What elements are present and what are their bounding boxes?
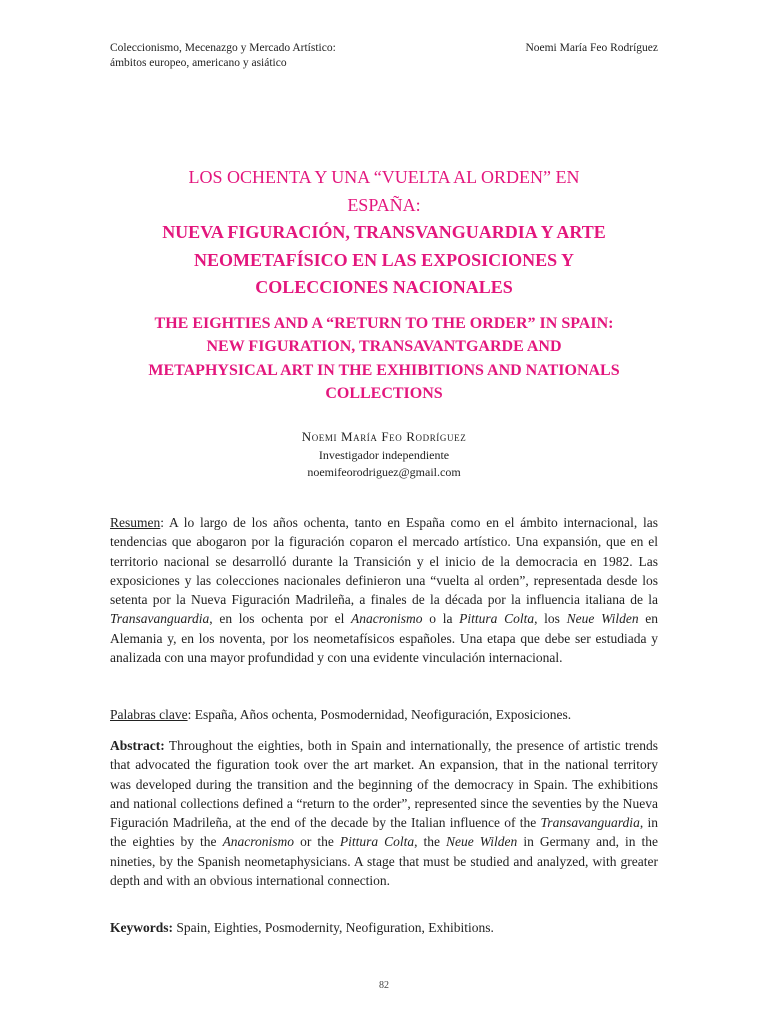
palabras-clave-label: Palabras clave <box>110 707 188 722</box>
author-affiliation: Investigador independiente <box>318 448 450 462</box>
title-english-line3: METAPHYSICAL ART IN THE EXHIBITIONS AND NATIONALS <box>148 361 620 379</box>
title-english-line4: COLLECTIONS <box>325 385 443 402</box>
abstract-italic-1: Transavanguardia <box>540 815 640 831</box>
title-english-line1: THE EIGHTIES AND A “RETURN TO THE ORDER” IN SPAIN: <box>154 314 614 332</box>
author-name: Noemi María Feo Rodríguez <box>301 429 467 444</box>
resumen-text-2: , en los ochenta por el <box>209 611 352 627</box>
abstract-text-3: or the <box>294 834 340 850</box>
keywords-paragraph <box>110 918 658 937</box>
title-block <box>108 164 660 406</box>
resumen-text-1: : A lo largo de los años ochenta, tanto en España como en el ámbito internacional, las tendencias que abogaron por la figuración coparon el mercado artístico. Una expansión, que en el territorio nacional se desarrolló durante la Transición y el inicio de la democracia en 1982. Las exposiciones y las colecciones nacionales definieron una “vuelta al orden”, representada desde los setenta por la Nueva Figuración Madrileña, a finales de la década por la influencia italiana de la <box>110 515 658 608</box>
resumen-text-3: o la <box>422 611 460 627</box>
resumen-text-4: , los <box>534 611 567 627</box>
abstract-italic-2: Anacronismo <box>222 834 295 850</box>
subtitle-spanish-line1: NUEVA FIGURACIÓN, TRANSVANGUARDIA Y ARTE <box>162 222 606 242</box>
abstract-paragraph <box>110 736 658 890</box>
resumen-italic-1: Transavanguardia <box>110 611 210 627</box>
keywords-label: Keywords: <box>110 920 173 935</box>
resumen-paragraph <box>110 513 658 667</box>
abstract-italic-4: Neue Wilden <box>446 834 518 850</box>
header-left-line1: Coleccionismo, Mecenazgo y Mercado Artístico: <box>110 42 336 54</box>
header-left-line2: ámbitos europeo, americano y asiático <box>110 57 287 69</box>
resumen-label: Resumen <box>110 515 161 530</box>
resumen-italic-2: Anacronismo <box>351 611 423 627</box>
resumen-text-5: en Alemania y, en los noventa, por los neometafísicos españoles. Una etapa que debe ser estudiada y analizada con una mayor profundidad y con una evidente vinculación internacional. <box>110 611 659 666</box>
abstract-italic-3: Pittura Colta <box>339 834 415 850</box>
keywords-text: Spain, Eighties, Posmodernity, Neofiguration, Exhibitions. <box>173 920 494 935</box>
abstract-text-1: Throughout the eighties, both in Spain and internationally, the presence of artistic trends that advocated the figuration took over the art market. An expansion, that in the national territory was developed during the transition and the beginning of the democracy in Spain. The exhibitions and national collections defined a “return to the order”, represented since the seventies by the Nueva Figuración Madrileña, at the end of the decade by the Italian influence of the <box>110 738 658 831</box>
abstract-text-4: , the <box>414 834 447 850</box>
header-author: Noemi María Feo Rodríguez <box>525 42 658 54</box>
abstract-label: Abstract: <box>110 738 165 753</box>
subtitle-spanish-line2: NEOMETAFÍSICO EN LAS EXPOSICIONES Y <box>193 249 575 270</box>
abstract-text-5: in Germany and, in the nineties, by the Spanish neometaphysicians. A stage that must be studied and analyzed, with greater depth and with an obvious international connection. <box>110 834 658 889</box>
title-english <box>108 312 660 406</box>
title-spanish-line1: LOS OCHENTA Y UNA “VUELTA AL ORDEN” EN <box>188 167 580 187</box>
abstract-text-2: , in the eighties by the <box>110 815 658 850</box>
page-number: 82 <box>379 980 389 991</box>
resumen-italic-3: Pittura Colta <box>459 611 535 627</box>
header-journal-title <box>110 41 430 71</box>
title-spanish-line2: ESPAÑA: <box>347 194 421 215</box>
author-email[interactable]: noemifeorodriguez@gmail.com <box>307 465 461 479</box>
palabras-clave-text: : España, Años ochenta, Posmodernidad, Neofiguración, Exposiciones. <box>187 707 572 722</box>
title-english-line2: NEW FIGURATION, TRANSAVANTGARDE AND <box>206 338 562 355</box>
subtitle-spanish-line3: COLECCIONES NACIONALES <box>255 277 513 297</box>
palabras-clave-paragraph <box>110 705 658 724</box>
resumen-italic-4: Neue Wilden <box>566 611 639 627</box>
author-block <box>108 428 660 481</box>
